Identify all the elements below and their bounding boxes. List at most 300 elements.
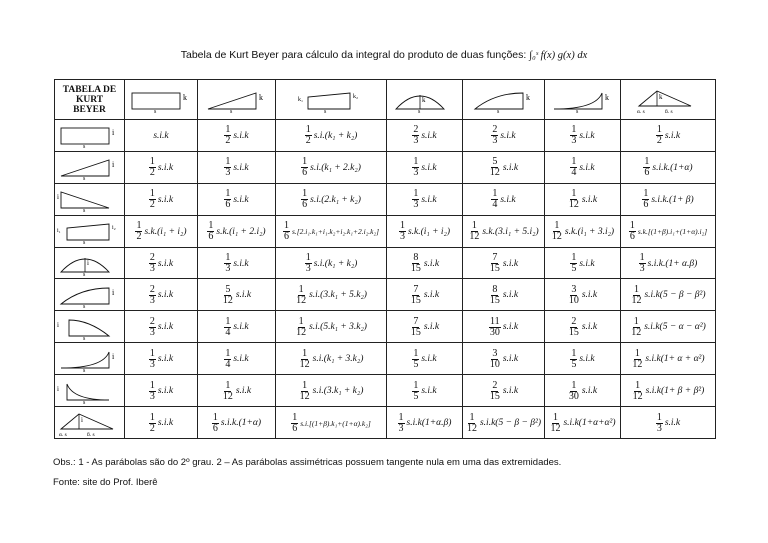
coefficient-fraction xyxy=(149,381,156,402)
row-header-3 xyxy=(55,183,125,215)
diagram-label: β. s xyxy=(665,108,673,113)
coefficient-fraction xyxy=(207,221,214,242)
coefficient-fraction xyxy=(224,349,231,370)
denominator: 12 xyxy=(296,326,307,338)
coefficient-fraction xyxy=(149,285,156,306)
diagram-label: s xyxy=(575,108,578,113)
coefficient-fraction xyxy=(632,381,644,402)
numerator: 1 xyxy=(225,252,231,263)
formula-cell xyxy=(545,375,621,407)
formula-cell xyxy=(463,151,545,183)
table-caption xyxy=(0,49,768,61)
denominator: 12 xyxy=(469,231,480,243)
numerator: 3 xyxy=(492,347,498,359)
denominator: 2 xyxy=(656,135,662,147)
denominator: 12 xyxy=(489,167,500,179)
column-header-2 xyxy=(198,80,276,120)
formula-cell xyxy=(545,343,621,375)
corner-line: BEYER xyxy=(73,104,106,115)
formula-cell xyxy=(276,151,387,183)
formula-expression: s.i.k xyxy=(423,290,440,301)
formula-expression: s.k.(i₁ + 2.i₂) xyxy=(216,226,266,237)
denominator: 3 xyxy=(639,263,645,274)
coefficient-fraction xyxy=(399,221,406,242)
formula-expression: s.i.k xyxy=(664,130,681,141)
formula-expression: s.i.(2.k₁ + k₂) xyxy=(310,194,361,205)
numerator: 1 xyxy=(413,379,419,391)
formula-expression: s.i.k xyxy=(157,354,174,365)
formula-cell xyxy=(198,311,276,343)
diagram-label: i₂ xyxy=(112,225,116,232)
formula-cell xyxy=(463,279,545,311)
formula-expression: s.i.k xyxy=(500,194,516,205)
diagram-label: k₂ xyxy=(353,93,359,100)
diagram-label: s xyxy=(83,272,86,276)
diagram-label: i xyxy=(112,351,115,361)
formula-cell xyxy=(545,407,621,439)
formula-expression: s.i.k(1+ β + β²) xyxy=(645,386,705,397)
denominator: 6 xyxy=(225,199,231,211)
numerator: 1 xyxy=(469,411,475,423)
numerator: 1 xyxy=(413,188,419,200)
numerator: 8 xyxy=(413,252,419,263)
formula-expression: s.i.k(5 − β − β²) xyxy=(479,418,541,428)
numerator: 1 xyxy=(633,315,639,327)
denominator: 30 xyxy=(568,390,579,402)
diagram-label: k xyxy=(183,92,187,102)
trapezoid-diagram-icon xyxy=(57,218,123,244)
formula-cell xyxy=(545,311,621,343)
formula-expression: s.i.k xyxy=(233,258,249,269)
formula-expression: s.i.k xyxy=(233,162,249,173)
coefficient-fraction xyxy=(568,189,580,210)
formula-cell xyxy=(276,183,387,215)
formula-expression: s.i.(k₁ + 2.k₂) xyxy=(310,162,361,173)
denominator: 12 xyxy=(631,326,642,338)
numerator: 2 xyxy=(571,315,577,327)
formula-cell xyxy=(387,375,463,407)
coefficient-fraction xyxy=(412,157,419,178)
formula-cell xyxy=(545,215,621,247)
row-header-10 xyxy=(55,407,125,439)
denominator: 6 xyxy=(212,422,218,434)
numerator: 1 xyxy=(629,220,635,232)
coefficient-fraction xyxy=(149,349,156,370)
formula-cell xyxy=(276,375,387,407)
row-header-5 xyxy=(55,247,125,279)
denominator: 3 xyxy=(225,167,231,179)
numerator: 1 xyxy=(639,252,645,263)
diagram-label: k xyxy=(604,92,609,102)
coefficient-fraction xyxy=(222,381,234,402)
denominator: 15 xyxy=(568,326,579,338)
numerator: 1 xyxy=(149,379,155,391)
numerator: 1 xyxy=(292,411,298,423)
coefficient-fraction xyxy=(412,125,419,146)
diagram-label: s xyxy=(417,108,420,113)
formula-expression: s.i.k xyxy=(502,258,519,269)
numerator: 7 xyxy=(413,283,419,295)
coefficient-fraction xyxy=(489,157,501,178)
formula-expression: s.k.(3.i₁ + 5.i₂) xyxy=(482,226,539,237)
formula-expression: s.i.k xyxy=(581,322,598,333)
denominator: 3 xyxy=(149,326,155,338)
denominator: 12 xyxy=(222,294,233,306)
coefficient-fraction xyxy=(149,189,156,210)
formula-expression: s.i.(3.k₁ + k₂) xyxy=(312,386,364,397)
coefficient-fraction xyxy=(568,381,580,402)
coefficient-fraction xyxy=(299,349,311,370)
formula-cell xyxy=(621,183,716,215)
formula-cell xyxy=(198,120,276,152)
denominator: 2 xyxy=(136,231,142,243)
formula-cell xyxy=(463,407,545,439)
denominator: 15 xyxy=(410,263,421,274)
numerator: 1 xyxy=(225,347,231,359)
diagram-label: i xyxy=(87,259,89,267)
diagram-label: s xyxy=(83,367,86,372)
formula-cell xyxy=(387,183,463,215)
denominator: 6 xyxy=(643,199,649,211)
header-row xyxy=(55,80,716,120)
formula-cell xyxy=(621,407,716,439)
coefficient-fraction xyxy=(149,157,156,178)
numerator: 1 xyxy=(398,411,404,423)
numerator: 1 xyxy=(656,124,662,136)
denominator: 4 xyxy=(492,199,498,211)
formula-expression: s.i.k.(1+ β) xyxy=(651,194,694,205)
formula-expression: s.i.k xyxy=(581,194,598,205)
numerator: 8 xyxy=(492,283,498,295)
denominator: 15 xyxy=(489,263,500,274)
formula-expression: s.i.k(1+α+α²) xyxy=(563,418,616,428)
coefficient-fraction xyxy=(305,125,312,146)
diagram-label: k xyxy=(258,92,263,102)
diagram-label: α. s xyxy=(637,108,645,113)
numerator: 1 xyxy=(571,347,577,359)
numerator: 2 xyxy=(492,379,498,391)
coefficient-fraction xyxy=(212,413,219,434)
table-row xyxy=(55,183,716,215)
formula-cell xyxy=(198,375,276,407)
diagram-label: i xyxy=(57,320,59,329)
formula-expression: s.i.k xyxy=(157,290,174,301)
coefficient-fraction xyxy=(570,253,577,274)
column-header-6 xyxy=(545,80,621,120)
table-row xyxy=(55,375,716,407)
parabola-asym-max-left-diagram-icon xyxy=(57,314,123,340)
denominator: 4 xyxy=(225,358,231,370)
coefficient-fraction xyxy=(412,189,419,210)
formula-cell xyxy=(621,311,716,343)
diagram-label: s xyxy=(496,108,499,113)
numerator: 1 xyxy=(399,220,405,232)
formula-expression: s.i.k xyxy=(664,418,681,428)
numerator: 1 xyxy=(225,124,231,136)
numerator: 2 xyxy=(149,315,155,327)
diagram-label: i xyxy=(112,160,115,170)
coefficient-fraction xyxy=(570,349,577,370)
denominator: 2 xyxy=(149,167,155,179)
formula-cell xyxy=(125,151,198,183)
diagram-label: i xyxy=(112,287,115,297)
corner-line: TABELA DE xyxy=(62,84,117,95)
coefficient-fraction xyxy=(570,157,577,178)
numerator: 5 xyxy=(492,156,498,168)
denominator: 3 xyxy=(149,358,155,370)
denominator: 3 xyxy=(149,390,155,402)
coefficient-fraction xyxy=(283,221,290,242)
denominator: 30 xyxy=(489,326,500,338)
coefficient-fraction xyxy=(224,125,231,146)
formula-cell xyxy=(621,215,716,247)
formula-cell xyxy=(125,247,198,279)
formula-expression: s.i.k xyxy=(579,162,595,173)
denominator: 15 xyxy=(489,390,500,402)
formula-expression: s.i.k(5 − α − α²) xyxy=(644,322,706,333)
coefficient-fraction xyxy=(224,253,231,274)
formula-cell xyxy=(545,151,621,183)
row-header-4 xyxy=(55,215,125,247)
coefficient-fraction xyxy=(301,157,308,178)
coefficient-fraction xyxy=(630,317,642,338)
formula-cell xyxy=(545,183,621,215)
formula-expression: s.i.k xyxy=(421,354,437,365)
formula-cell xyxy=(621,343,716,375)
coefficient-fraction xyxy=(489,285,501,306)
numerator: 1 xyxy=(225,188,231,200)
formula-expression: s.i.k xyxy=(502,162,519,173)
formula-expression: s.i.k xyxy=(423,322,440,333)
formula-expression: s.i.k xyxy=(423,258,440,269)
denominator: 6 xyxy=(283,231,289,243)
diagram-label: i xyxy=(112,128,115,138)
coefficient-fraction xyxy=(630,285,642,306)
coefficient-fraction xyxy=(491,125,498,146)
formula-cell xyxy=(125,215,198,247)
denominator: 12 xyxy=(568,199,579,211)
denominator: 10 xyxy=(489,358,500,370)
numerator: 1 xyxy=(552,411,558,423)
formula-expression: s.i.(3.k₁ + 5.k₂) xyxy=(309,290,367,301)
numerator: 1 xyxy=(471,220,477,232)
denominator: 12 xyxy=(550,422,561,434)
formula-cell xyxy=(276,407,387,439)
coefficient-fraction xyxy=(489,253,501,274)
coefficient-fraction xyxy=(224,317,231,338)
coefficient-fraction xyxy=(299,381,311,402)
denominator: 12 xyxy=(466,422,477,434)
diagram-label: s xyxy=(83,176,86,181)
formula-cell xyxy=(276,215,387,247)
coefficient-fraction xyxy=(412,349,419,370)
formula-cell xyxy=(125,343,198,375)
coefficient-fraction xyxy=(301,189,308,210)
numerator: 1 xyxy=(635,379,641,391)
coefficient-fraction xyxy=(642,189,649,210)
parabola-asym-zero-right-falling-diagram-icon xyxy=(57,378,123,404)
caption-text: Tabela de Kurt Beyer para cálculo da integral do produto de duas funções: xyxy=(180,49,527,61)
numerator: 7 xyxy=(492,252,498,263)
formula-cell xyxy=(545,247,621,279)
table-row xyxy=(55,343,716,375)
table-row xyxy=(55,120,716,152)
row-header-8 xyxy=(55,343,125,375)
denominator: 3 xyxy=(225,263,231,274)
formula-expression: s.k.(i₁ + i₂) xyxy=(407,226,451,237)
coefficient-fraction xyxy=(639,253,646,274)
coefficient-fraction xyxy=(149,317,156,338)
formula-expression: s.i.k xyxy=(233,322,249,333)
formula-cell xyxy=(463,120,545,152)
triangle-rising-diagram-icon xyxy=(204,87,270,113)
row-header-2 xyxy=(55,151,125,183)
trapezoid-diagram-icon xyxy=(298,87,364,113)
kurt-beyer-grid xyxy=(54,79,716,439)
formula-cell xyxy=(276,311,387,343)
diagram-label: s xyxy=(83,399,86,404)
diagram-label: i xyxy=(57,193,59,202)
coefficient-fraction xyxy=(468,221,480,242)
formula-expression: s.k.(i₁ + 3.i₂) xyxy=(564,226,615,237)
source-note: Fonte: site do Prof. Iberê xyxy=(53,477,158,488)
numerator: 1 xyxy=(305,252,311,263)
formula-expression: s.i.k xyxy=(581,290,598,301)
numerator: 1 xyxy=(571,379,577,391)
parabola-symmetric-diagram-icon xyxy=(57,250,123,276)
rectangle-diagram-icon xyxy=(57,122,123,148)
table-row xyxy=(55,151,716,183)
denominator: 3 xyxy=(305,263,311,274)
coefficient-fraction xyxy=(551,221,563,242)
formula-expression: s.i.k xyxy=(153,130,169,141)
numerator: 1 xyxy=(225,315,231,327)
denominator: 2 xyxy=(149,199,155,211)
denominator: 3 xyxy=(398,422,404,434)
coefficient-fraction xyxy=(549,413,561,434)
denominator: 3 xyxy=(656,422,662,434)
formula-expression: s.i.k xyxy=(579,258,595,269)
formula-expression: s.i.k.(1+α) xyxy=(220,418,262,428)
coefficient-fraction xyxy=(568,285,580,306)
denominator: 6 xyxy=(302,199,308,211)
diagram-label: α. s xyxy=(59,431,67,436)
formula-expression: s.i.k(1+α.β) xyxy=(406,418,452,428)
formula-cell xyxy=(198,343,276,375)
triangle-rising-diagram-icon xyxy=(57,154,123,180)
denominator: 2 xyxy=(225,135,231,147)
numerator: 2 xyxy=(149,252,155,263)
formula-expression: s.i.k xyxy=(157,194,174,205)
coefficient-fraction xyxy=(489,317,501,338)
formula-cell xyxy=(125,120,198,152)
row-header-1 xyxy=(55,120,125,152)
formula-cell xyxy=(463,183,545,215)
numerator: 1 xyxy=(283,220,289,232)
diagram-label: i xyxy=(81,415,83,424)
denominator: 12 xyxy=(299,390,310,402)
formula-expression: s.i.k xyxy=(235,386,252,397)
formula-cell xyxy=(621,375,716,407)
numerator: 1 xyxy=(225,156,231,168)
formula-cell xyxy=(621,279,716,311)
denominator: 5 xyxy=(571,358,577,370)
numerator: 1 xyxy=(302,156,308,168)
numerator: 1 xyxy=(149,156,155,168)
numerator: 1 xyxy=(634,347,640,359)
denominator: 3 xyxy=(399,231,405,243)
denominator: 12 xyxy=(631,294,642,306)
formula-expression: s.i.k xyxy=(157,258,174,269)
formula-cell xyxy=(125,183,198,215)
formula-expression: s.i.k xyxy=(502,290,519,301)
table-row xyxy=(55,215,716,247)
coefficient-fraction xyxy=(656,125,663,146)
coefficient-fraction xyxy=(489,381,501,402)
formula-cell xyxy=(545,279,621,311)
column-header-5 xyxy=(463,80,545,120)
numerator: 1 xyxy=(298,283,304,295)
coefficient-fraction xyxy=(398,413,405,434)
coefficient-fraction xyxy=(466,413,478,434)
formula-cell xyxy=(387,311,463,343)
diagram-label: k xyxy=(659,92,663,101)
numerator: 1 xyxy=(298,315,304,327)
formula-cell xyxy=(387,215,463,247)
denominator: 3 xyxy=(149,294,155,306)
coefficient-fraction xyxy=(222,285,234,306)
formula-cell xyxy=(387,407,463,439)
formula-cell xyxy=(387,279,463,311)
numerator: 1 xyxy=(208,220,214,232)
numerator: 1 xyxy=(212,411,218,423)
coefficient-fraction xyxy=(149,253,156,274)
coefficient-fraction xyxy=(149,413,156,434)
formula-cell xyxy=(125,375,198,407)
formula-expression: s.i.k xyxy=(502,354,519,365)
coefficient-fraction xyxy=(295,285,307,306)
numerator: 1 xyxy=(571,252,577,263)
rectangle-diagram-icon xyxy=(128,87,194,113)
formula-cell xyxy=(387,151,463,183)
numerator: 1 xyxy=(225,379,231,391)
formula-expression: s.i.k(1+ α + α²) xyxy=(645,354,705,365)
numerator: 1 xyxy=(136,220,142,232)
column-header-1 xyxy=(125,80,198,120)
formula-cell xyxy=(276,343,387,375)
formula-expression: s.i.k xyxy=(500,130,516,141)
diagram-label: s xyxy=(83,144,86,149)
parabola-asym-zero-left-rising-diagram-icon xyxy=(57,346,123,372)
numerator: 1 xyxy=(302,379,308,391)
formula-expression: s.i.k xyxy=(233,130,249,141)
diagram-label: k xyxy=(525,92,530,102)
row-header-9 xyxy=(55,375,125,407)
numerator: 1 xyxy=(413,156,419,168)
diagram-label: s xyxy=(83,335,86,340)
formula-expression: s.k.[(1+β).i₁+(1+α).i₂] xyxy=(637,227,708,237)
formula-cell xyxy=(463,343,545,375)
diagram-label: k xyxy=(421,95,425,104)
column-header-4 xyxy=(387,80,463,120)
formula-expression: s.i.k xyxy=(421,162,437,173)
numerator: 1 xyxy=(302,188,308,200)
denominator: 5 xyxy=(571,263,577,274)
denominator: 6 xyxy=(208,231,214,243)
numerator: 5 xyxy=(225,283,231,295)
denominator: 6 xyxy=(302,167,308,179)
formula-expression: s.i.k xyxy=(579,354,595,365)
